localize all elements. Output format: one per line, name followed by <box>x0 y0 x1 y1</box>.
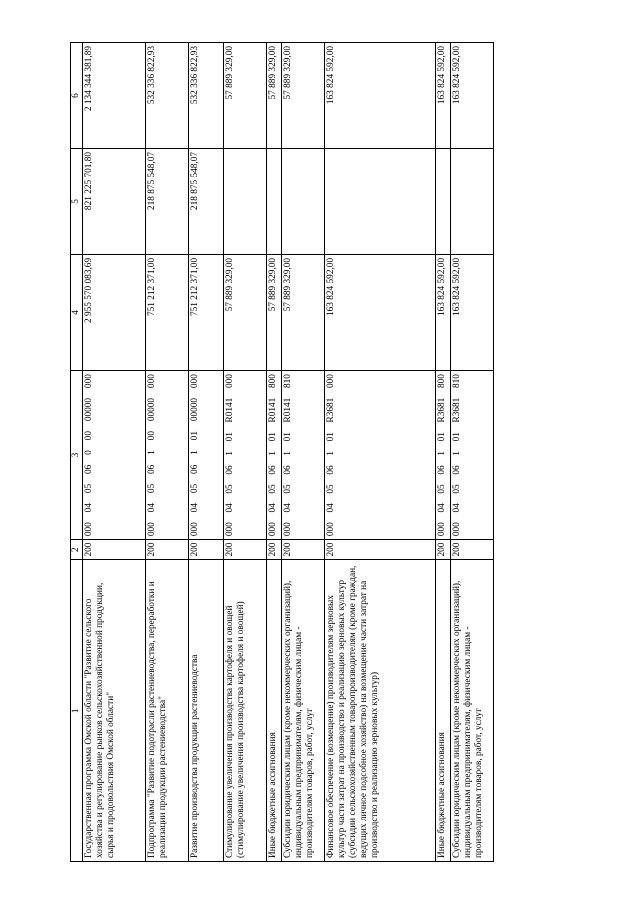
budget-table <box>70 42 494 862</box>
row-line-code-cell: 200 <box>324 540 435 560</box>
row-approved-cell: 163 824 592,00 <box>450 254 493 370</box>
row-unexecuted-cell: 2 134 344 381,89 <box>82 43 145 149</box>
row-unexecuted-cell: 57 889 329,00 <box>223 43 266 149</box>
budget-code-part: 1 <box>451 451 462 456</box>
budget-code-part: 000 <box>436 522 447 537</box>
budget-code-part: R0141 <box>282 397 293 423</box>
row-executed-cell <box>266 148 281 254</box>
budget-code-part: 00 <box>83 431 94 441</box>
budget-code-part: 06 <box>189 464 200 474</box>
budget-code-part: 000 <box>189 522 200 537</box>
budget-code <box>452 374 463 536</box>
budget-code-part: 01 <box>282 432 293 442</box>
budget-code-part: 05 <box>189 483 200 494</box>
budget-code-part: 06 <box>436 465 447 475</box>
row-line-code-cell: 200 <box>223 540 266 560</box>
budget-code-part: 05 <box>83 483 94 494</box>
budget-code-part: 800 <box>267 374 278 389</box>
budget-code-part: 06 <box>325 465 336 475</box>
row-approved-cell: 163 824 592,00 <box>435 254 450 370</box>
budget-code-part: 000 <box>83 374 94 389</box>
row-budget-code-cell <box>82 371 145 540</box>
budget-code-part: 01 <box>224 432 235 442</box>
column-number-row <box>71 43 83 862</box>
column-number: 6 <box>71 43 83 149</box>
row-approved-cell: 57 889 329,00 <box>266 254 281 370</box>
budget-code-part: 05 <box>224 484 235 494</box>
budget-code-part: 06 <box>224 465 235 475</box>
row-unexecuted-cell: 163 824 592,00 <box>435 43 450 149</box>
budget-code-part: 1 <box>282 451 293 456</box>
budget-code-part: 04 <box>189 503 200 513</box>
row-unexecuted-cell: 163 824 592,00 <box>324 43 435 149</box>
budget-code-part: 06 <box>451 465 462 475</box>
row-budget-code-cell <box>188 371 223 540</box>
column-number: 1 <box>71 560 83 862</box>
budget-code <box>225 374 236 536</box>
budget-code-part: 000 <box>146 374 157 389</box>
budget-code-part: 810 <box>282 374 293 389</box>
rotated-page <box>70 42 550 862</box>
table-row <box>435 43 450 862</box>
row-executed-cell <box>450 148 493 254</box>
budget-code-part: 800 <box>436 374 447 389</box>
row-line-code-cell: 200 <box>145 540 188 560</box>
budget-code <box>84 374 95 536</box>
budget-code-part: R3681 <box>325 397 336 423</box>
table-row <box>145 43 188 862</box>
budget-code-part: 01 <box>451 432 462 442</box>
budget-code-part: 1 <box>267 451 278 456</box>
budget-code-part: 05 <box>325 484 336 494</box>
budget-code-part: 04 <box>325 503 336 513</box>
row-budget-code-cell <box>324 371 435 540</box>
column-number: 5 <box>71 148 83 254</box>
budget-code-part: 1 <box>189 450 200 455</box>
table-row <box>450 43 493 862</box>
budget-code-part: 05 <box>436 484 447 494</box>
column-number: 3 <box>71 371 83 540</box>
row-budget-code-cell <box>435 371 450 540</box>
budget-code-part: 000 <box>189 374 200 389</box>
budget-code-part: 1 <box>325 451 336 456</box>
budget-code-part: 00000 <box>146 397 157 422</box>
row-line-code-cell: 200 <box>281 540 324 560</box>
budget-code-part: 00 <box>146 431 157 441</box>
row-budget-code-cell <box>145 371 188 540</box>
row-executed-cell: 218 875 548,07 <box>188 148 223 254</box>
budget-code-part: 05 <box>451 484 462 494</box>
column-number: 2 <box>71 540 83 560</box>
budget-code-part: R3681 <box>451 397 462 423</box>
row-executed-cell: 821 225 701,80 <box>82 148 145 254</box>
budget-code-part: 1 <box>146 450 157 455</box>
row-approved-cell: 163 824 592,00 <box>324 254 435 370</box>
budget-code-part: 05 <box>282 484 293 494</box>
budget-code-part: 00000 <box>189 397 200 422</box>
row-unexecuted-cell: 532 336 822,93 <box>145 43 188 149</box>
budget-code-part: 05 <box>267 484 278 494</box>
row-unexecuted-cell: 57 889 329,00 <box>281 43 324 149</box>
table-row <box>223 43 266 862</box>
row-executed-cell: 218 875 548,07 <box>145 148 188 254</box>
row-unexecuted-cell: 57 889 329,00 <box>266 43 281 149</box>
row-approved-cell: 57 889 329,00 <box>281 254 324 370</box>
table-row <box>324 43 435 862</box>
row-executed-cell <box>281 148 324 254</box>
budget-code-part: R0141 <box>267 397 278 423</box>
row-name-cell: Субсидии юридическим лицам (кроме некоммерческих организаций), индивидуальным предпринимателям, физическим лицам - производителям товаров, работ, услуг <box>281 560 324 862</box>
budget-code-part: 05 <box>146 483 157 494</box>
row-budget-code-cell <box>223 371 266 540</box>
budget-code-part: 000 <box>146 522 157 537</box>
row-budget-code-cell <box>281 371 324 540</box>
row-name-cell: Иные бюджетные ассигнования <box>435 560 450 862</box>
row-approved-cell: 751 212 371,00 <box>145 254 188 370</box>
budget-code-part: 000 <box>325 522 336 537</box>
budget-code-part: 04 <box>282 503 293 513</box>
budget-code-part: 1 <box>436 451 447 456</box>
row-line-code-cell: 200 <box>82 540 145 560</box>
budget-code-part: 06 <box>267 465 278 475</box>
budget-code-part: 01 <box>267 432 278 442</box>
row-line-code-cell: 200 <box>450 540 493 560</box>
budget-code-part: R3681 <box>436 397 447 423</box>
table-row <box>82 43 145 862</box>
budget-code-part: 000 <box>224 522 235 537</box>
budget-code-part: 04 <box>451 503 462 513</box>
budget-code-part: 06 <box>83 464 94 474</box>
row-line-code-cell: 200 <box>435 540 450 560</box>
row-name-cell: Стимулирование увеличения производства картофеля и овощей (стимулирование увеличения производства картофеля и овощей) <box>223 560 266 862</box>
budget-code-part: 01 <box>325 432 336 442</box>
row-executed-cell <box>324 148 435 254</box>
form-label <box>36 0 50 450</box>
row-executed-cell <box>435 148 450 254</box>
budget-code-part: 04 <box>83 503 94 513</box>
row-budget-code-cell <box>266 371 281 540</box>
budget-code-part: 000 <box>83 522 94 537</box>
row-name-cell: Субсидии юридическим лицам (кроме некоммерческих организаций), индивидуальным предпринимателям, физическим лицам - производителям товаров, работ, услуг <box>450 560 493 862</box>
budget-code-part: 04 <box>267 503 278 513</box>
row-unexecuted-cell: 163 824 592,00 <box>450 43 493 149</box>
budget-code <box>268 374 279 536</box>
budget-code-part: 04 <box>224 503 235 513</box>
budget-code-part: 01 <box>436 432 447 442</box>
budget-code-part: 000 <box>451 522 462 537</box>
table-row <box>281 43 324 862</box>
budget-code-part: 06 <box>282 465 293 475</box>
budget-code <box>190 374 201 536</box>
budget-code-part: 810 <box>451 374 462 389</box>
table-row <box>188 43 223 862</box>
row-unexecuted-cell: 532 336 822,93 <box>188 43 223 149</box>
budget-code-part: 04 <box>436 503 447 513</box>
row-line-code-cell: 200 <box>188 540 223 560</box>
budget-code <box>147 374 158 536</box>
row-approved-cell: 751 212 371,00 <box>188 254 223 370</box>
budget-code-part: 00000 <box>83 397 94 422</box>
row-name-cell: Развитие производства продукции растениеводства <box>188 560 223 862</box>
budget-code-part: 000 <box>267 522 278 537</box>
budget-code-part: 01 <box>189 431 200 441</box>
budget-code-part: 04 <box>146 503 157 513</box>
budget-code <box>283 374 294 536</box>
row-line-code-cell: 200 <box>266 540 281 560</box>
budget-code <box>326 374 337 536</box>
table-row <box>266 43 281 862</box>
budget-code-part: 06 <box>146 464 157 474</box>
budget-code-part: R0141 <box>224 397 235 423</box>
row-name-cell: Государственная программа Омской области "Развитие сельского хозяйства и регулирование рынков сельскохозяйственной продукции, сырья и продовольствия Омской области" <box>82 560 145 862</box>
row-name-cell: Подпрограмма "Развитие подотрасли растениеводства, переработки и реализации продукции растениеводства" <box>145 560 188 862</box>
budget-code-part: 000 <box>224 374 235 389</box>
column-number: 4 <box>71 254 83 370</box>
row-budget-code-cell <box>450 371 493 540</box>
budget-code-part: 0 <box>83 450 94 455</box>
row-name-cell: Иные бюджетные ассигнования <box>266 560 281 862</box>
budget-code-part: 000 <box>282 522 293 537</box>
row-executed-cell <box>223 148 266 254</box>
budget-code-part: 1 <box>224 451 235 456</box>
budget-code <box>437 374 448 536</box>
budget-code-part: 000 <box>325 374 336 389</box>
row-approved-cell: 57 889 329,00 <box>223 254 266 370</box>
row-name-cell: Финансовое обеспечение (возмещение) производителям зерновых культур части затрат на производство и реализацию зерновых культур (субсидии сельскохозяйственным товаропроизводителям (кроме граждан, ведущих личное подсобное хозяйство) на возмещение части затрат на производство и реализацию зерновых культур) <box>324 560 435 862</box>
row-approved-cell: 2 955 570 083,69 <box>82 254 145 370</box>
